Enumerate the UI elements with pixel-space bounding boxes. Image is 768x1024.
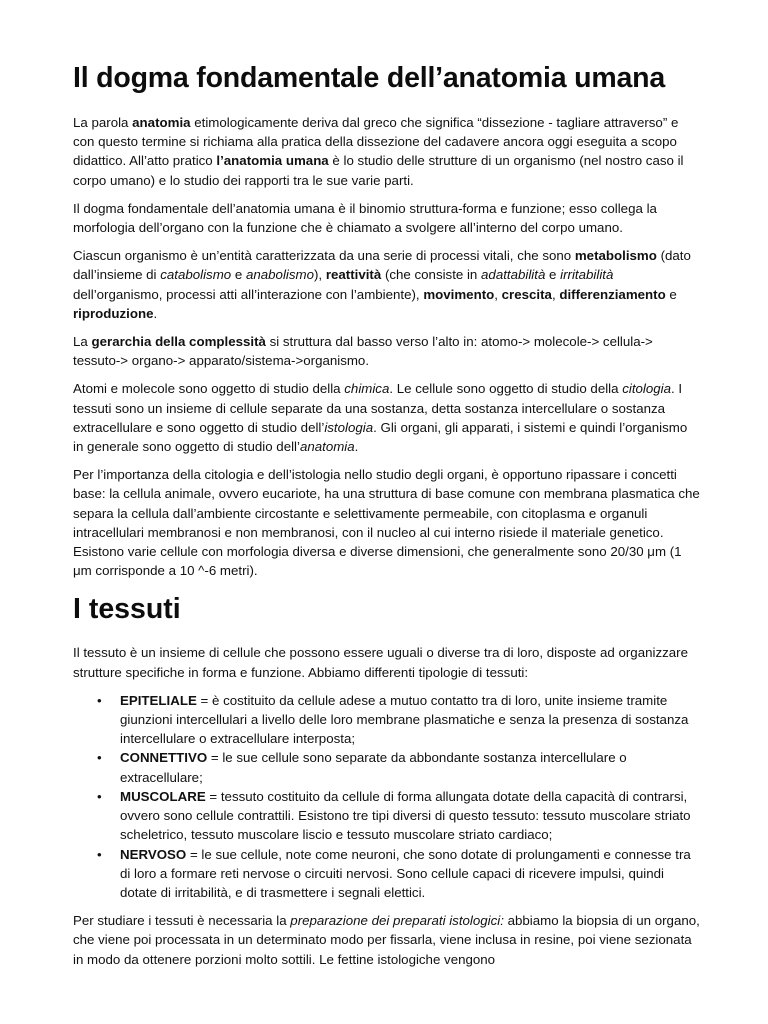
paragraph-gerarchia: La gerarchia della complessità si struttura dal basso verso l’alto in: atomo-> molecole-> cellula-> tessuto-> organo-> apparato/sistema->organismo. xyxy=(73,334,653,369)
tissue-type-list xyxy=(73,691,701,902)
page-title: Il dogma fondamentale dell’anatomia umana xyxy=(73,62,665,94)
list-item-connettivo: • CONNETTIVO = le sue cellule sono separate da abbondante sostanza intercellulare o extracellulare; xyxy=(97,750,627,785)
bullet-icon: • xyxy=(97,846,102,862)
section-heading-tessuti: I tessuti xyxy=(73,593,181,626)
list-item-nervoso: • NERVOSO = le sue cellule, note come neuroni, che sono dotate di prolungamenti e connesse tra di loro a formare reti nervose o circuiti nervosi. Sono cellule capaci di ricevere impulsi, quindi dotate di irritabilità, e di trasmettere i segnali elettici. xyxy=(97,846,691,900)
bullet-icon: • xyxy=(97,788,102,804)
paragraph-discipline: Atomi e molecole sono oggetto di studio della chimica. Le cellule sono oggetto di studio della citologia. I tessuti sono un insieme di cellule separate da una sostanza, detta sostanza intercellulare o sostanza extracellulare e sono oggetto di studio dell’istologia. Gli organi, gli apparati, i sistemi e quindi l’organismo in generale sono oggetto di studio dell’anatomia. xyxy=(73,381,688,455)
paragraph-anatomia-definition: La parola anatomia etimologicamente deriva dal greco che significa “dissezione - tagliare attraverso” e con questo termine si richiama alla pratica della dissezione del cadavere ancora oggi eseguita a scopo didattico. All’atto pratico l’anatomia umana è lo studio delle strutture di un organismo (nel nostro caso il corpo umano) e lo studio dei rapporti tra le sue varie parti. xyxy=(73,115,684,188)
paragraph-tessuti-intro: Il tessuto è un insieme di cellule che possono essere uguali o diverse tra di loro, disposte ad organizzare strutture specifiche in forma e funzione. Abbiamo differenti tipologie di tessuti: xyxy=(73,645,688,680)
list-item-epiteliale: • EPITELIALE = è costituito da cellule adese a mutuo contatto tra di loro, unite insieme tramite giunzioni intercellulari a livello delle loro membrane plasmatiche e senza la presenza di sostanza intercellulare o extracellulare interposta; xyxy=(97,692,689,747)
paragraph-processi-vitali: Ciascun organismo è un’entità caratterizzata da una serie di processi vitali, che sono metabolismo (dato dall’insieme di catabolismo e anabolismo), reattività (che consiste in adattabilità e irritabilità dell’organismo, processi atti all’interazione con l’ambiente), movimento, crescita, differenziamento e riproduzione. xyxy=(73,248,691,321)
bullet-icon: • xyxy=(97,692,102,708)
paragraph-preparati-istologici: Per studiare i tessuti è necessaria la preparazione dei preparati istologici: abbiamo la biopsia di un organo, che viene poi processata in un determinato modo per fissarla, viene inclusa in resine, poi viene sezionata in modo da ottenere porzioni molto sottili. Le fettine istologiche vengono xyxy=(73,913,700,967)
list-item-muscolare: • MUSCOLARE = tessuto costituito da cellule di forma allungata dotate della capacità di contrarsi, ovvero sono cellule contrattili. Esistono tre tipi diversi di questo tessuto: tessuto muscolare striato scheletrico, tessuto muscolare liscio e tessuto muscolare striato cardiaco; xyxy=(97,788,691,843)
document-page xyxy=(73,58,701,978)
paragraph-dogma: Il dogma fondamentale dell’anatomia umana è il binomio struttura-forma e funzione; esso collega la morfologia dell’organo con la funzione che è chiamato a svolgere all’interno del corpo umano. xyxy=(73,200,657,236)
paragraph-cellula: Per l’importanza della citologia e dell’istologia nello studio degli organi, è opportuno ripassare i concetti base: la cellula animale, ovvero eucariote, ha una struttura di base comune con membrana plasmatica che separa la cellula dall’ambiente circostante e selettivamente permeabile, con citoplasma e organuli intracellulari membranosi e non membranosi, con il nucleo al cui interno risiede il materiale genetico. Esistono varie cellule con morfologia diversa e diverse dimensioni, che generalmente sono 20/30 μm (1 μm corrisponde a 10 ^-6 metri). xyxy=(73,467,700,579)
bullet-icon: • xyxy=(97,750,102,766)
